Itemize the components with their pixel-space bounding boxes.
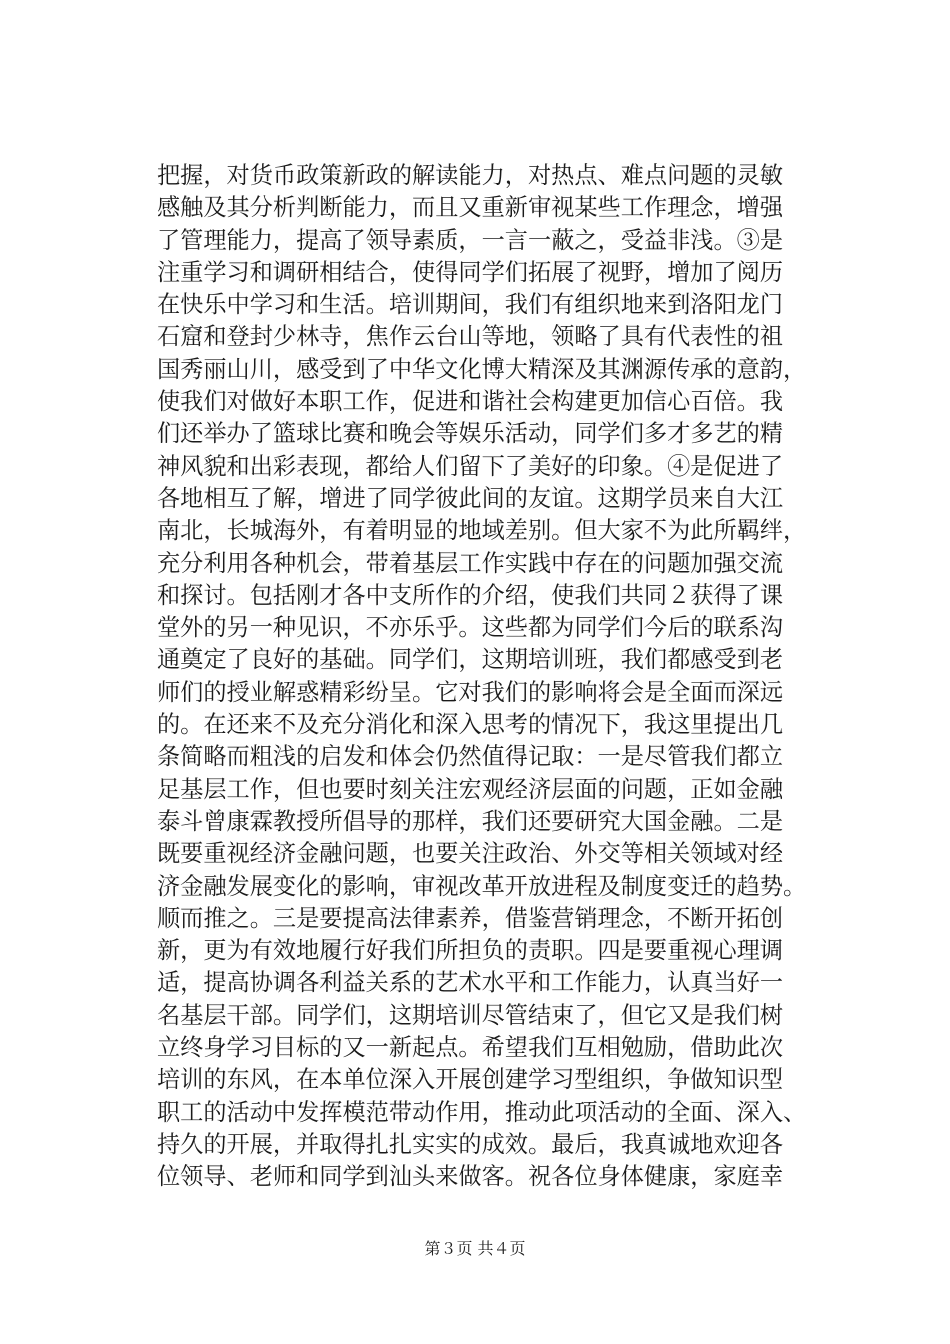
text-line: 南北，长城海外，有着明显的地域差别。但大家不为此所羁绊，	[157, 517, 807, 545]
text-line: 持久的开展，并取得扎扎实实的成效。最后，我真诚地欢迎各	[157, 1130, 784, 1158]
text-line: 感触及其分析判断能力，而且又重新审视某些工作理念，增强	[157, 194, 784, 222]
text-line: 了管理能力，提高了领导素质，一言一蔽之，受益非浅。③是	[157, 226, 784, 254]
text-line: 们还举办了篮球比赛和晚会等娱乐活动，同学们多才多艺的精	[157, 420, 784, 448]
text-line: 注重学习和调研相结合，使得同学们拓展了视野，增加了阅历	[157, 258, 784, 286]
body-text	[157, 160, 829, 1194]
text-line: 在快乐中学习和生活。培训期间，我们有组织地来到洛阳龙门	[157, 291, 784, 319]
text-line: 的。在还来不及充分消化和深入思考的情况下，我这里提出几	[157, 711, 784, 739]
text-line: 把握，对货币政策新政的解读能力，对热点、难点问题的灵敏	[157, 162, 784, 189]
text-line: 国秀丽山川，感受到了中华文化博大精深及其渊源传承的意韵，	[157, 355, 807, 383]
text-line: 和探讨。包括刚才各中支所作的介绍，使我们共同２获得了课	[157, 581, 784, 609]
text-line: 各地相互了解，增进了同学彼此间的友谊。这期学员来自大江	[157, 484, 784, 512]
text-line: 足基层工作，但也要时刻关注宏观经济层面的问题，正如金融	[157, 775, 784, 803]
text-line: 既要重视经济金融问题，也要关注政治、外交等相关领域对经	[157, 840, 784, 868]
text-line: 石窟和登封少林寺，焦作云台山等地，领略了具有代表性的祖	[157, 323, 784, 351]
page-footer: 第３页 共４页	[424, 1239, 526, 1258]
text-line: 泰斗曾康霖教授所倡导的那样，我们还要研究大国金融。二是	[157, 807, 784, 835]
text-line: 立终身学习目标的又一新起点。希望我们互相勉励，借助此次	[157, 1034, 784, 1062]
text-line: 培训的东风，在本单位深入开展创建学习型组织，争做知识型	[157, 1066, 784, 1094]
text-line: 神风貌和出彩表现，都给人们留下了美好的印象。④是促进了	[157, 452, 784, 480]
text-line: 条简略而粗浅的启发和体会仍然值得记取：一是尽管我们都立	[157, 743, 784, 771]
text-line: 名基层干部。同学们，这期培训尽管结束了，但它又是我们树	[157, 1001, 784, 1029]
text-line: 位领导、老师和同学到汕头来做客。祝各位身体健康，家庭幸	[157, 1163, 784, 1191]
text-line: 顺而推之。三是要提高法律素养，借鉴营销理念，不断开拓创	[157, 904, 784, 932]
text-line: 职工的活动中发挥模范带动作用，推动此项活动的全面、深入、	[157, 1098, 807, 1126]
text-line: 新，更为有效地履行好我们所担负的责职。四是要重视心理调	[157, 937, 784, 965]
text-line: 济金融发展变化的影响，审视改革开放进程及制度变迁的趋势。	[157, 872, 807, 900]
text-line: 通奠定了良好的基础。同学们，这期培训班，我们都感受到老	[157, 646, 784, 674]
text-line: 充分利用各种机会，带着基层工作实践中存在的问题加强交流	[157, 549, 784, 577]
text-line: 堂外的另一种见识，不亦乐乎。这些都为同学们今后的联系沟	[157, 614, 784, 642]
text-line: 适，提高协调各利益关系的艺术水平和工作能力，认真当好一	[157, 969, 784, 997]
text-line: 使我们对做好本职工作，促进和谐社会构建更加信心百倍。我	[157, 388, 784, 416]
text-line: 师们的授业解惑精彩纷呈。它对我们的影响将会是全面而深远	[157, 678, 784, 706]
